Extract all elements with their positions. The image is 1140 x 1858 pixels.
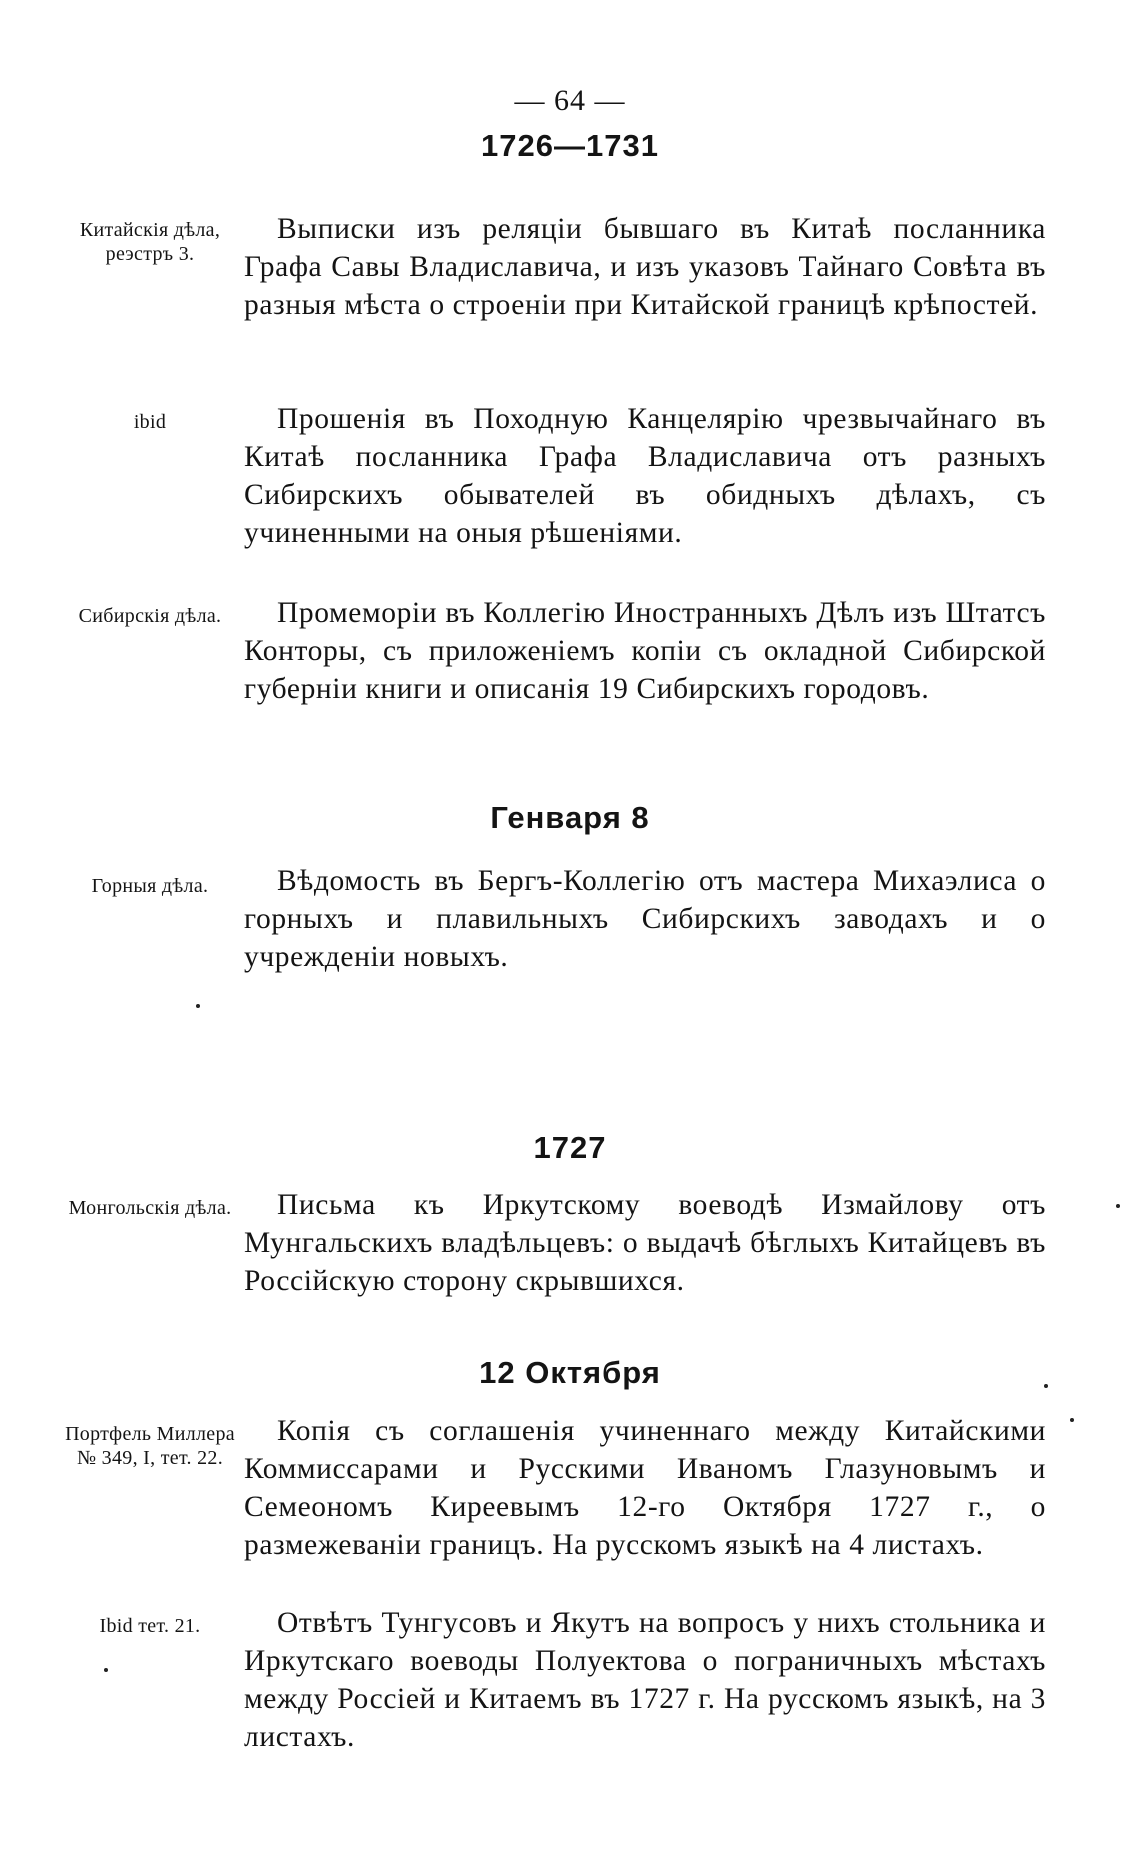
entry-text: Прошенія въ Походную Канцелярію чрезвычайнаго въ Китаѣ посланника Графа Владиславича отъ разныхъ Сибирскихъ обывателей въ обидныхъ дѣлахъ, съ учиненными на оныя рѣшеніями. [244,403,1046,549]
entry-text: Вѣдомость въ Бергъ-Коллегію отъ мастера Михаэлиса о горныхъ и плавильныхъ Сибирскихъ заводахъ и о учрежденіи новыхъ. [244,865,1046,973]
margin-note: Китайскія дѣла, реэстръ 3. [79,219,221,265]
margin-note: Горныя дѣла. [91,875,209,897]
margin-note: ibid [133,411,167,433]
margin-note: Портфель Миллера № 349, I, тет. 22. [65,1423,235,1469]
print-speck [104,1668,108,1672]
section-heading-october-12: 12 Октября [479,1355,661,1390]
section-heading-1726-1731: 1726—1731 [481,128,659,163]
entry-text: Отвѣтъ Тунгусовъ и Якутъ на вопросъ у нихъ стольника и Иркутскаго воеводы Полуектова о пограничныхъ мѣстахъ между Россіей и Китаемъ въ 1727 г. На русскомъ языкѣ, на 3 листахъ. [244,1607,1046,1753]
page-number: — 64 — [514,84,626,117]
entry-text: Копія съ соглашенія учиненнаго между Китайскими Коммиссарами и Русскими Иваномъ Глазуновымъ и Семеономъ Киреевымъ 12-го Октября 1727 г., о размежеваніи границъ. На русскомъ языкѣ на 4 листахъ. [244,1415,1046,1561]
section-heading-1727: 1727 [533,1130,607,1165]
print-speck [196,1004,200,1008]
margin-note: Сибирскія дѣла. [78,605,222,627]
margin-note: Монгольскія дѣла. [68,1197,232,1219]
margin-note: Ibid тет. 21. [99,1615,201,1637]
print-speck [1044,1384,1048,1388]
section-heading-january-8: Генваря 8 [490,800,650,835]
entry-text: Выписки изъ реляціи бывшаго въ Китаѣ посланника Графа Савы Владиславича, и изъ указовъ Тайнаго Совѣта въ разныя мѣста о строеніи при Китайской границѣ крѣпостей. [244,213,1046,321]
print-speck [1070,1418,1074,1422]
print-speck [1116,1204,1120,1208]
entry-text: Промеморіи въ Коллегію Иностранныхъ Дѣлъ изъ Штатсъ Конторы, съ приложеніемъ копіи съ окладной Сибирской губерніи книги и описанія 19 Сибирскихъ городовъ. [244,597,1046,705]
entry-text: Письма къ Иркутскому воеводѣ Измайлову отъ Мунгальскихъ владѣльцевъ: о выдачѣ бѣглыхъ Китайцевъ въ Россійскую сторону скрывшихся. [244,1189,1046,1297]
